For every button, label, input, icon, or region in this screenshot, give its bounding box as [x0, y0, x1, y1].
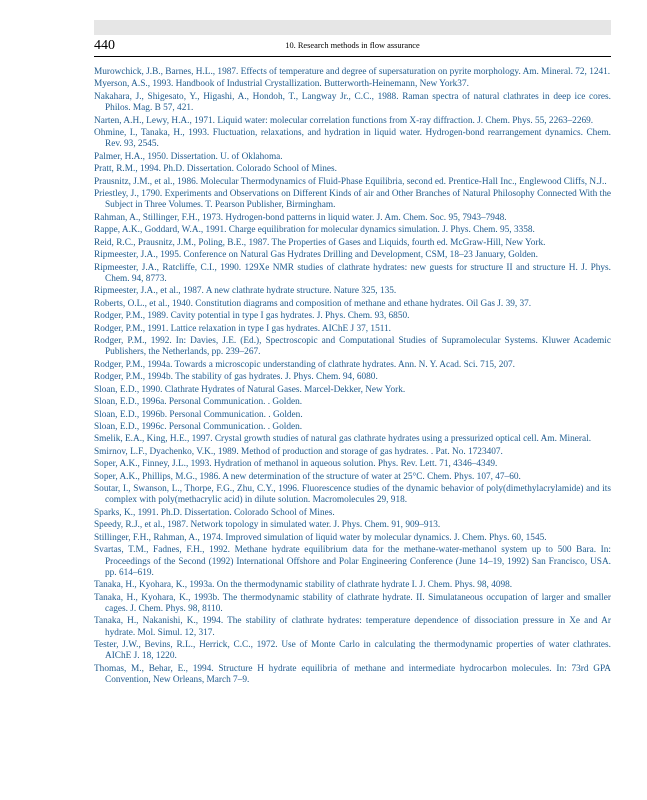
reference-entry[interactable]: Sparks, K., 1991. Ph.D. Dissertation. Colorado School of Mines.	[94, 507, 335, 518]
reference-entry[interactable]: Stillinger, F.H., Rahman, A., 1974. Improved simulation of liquid water by molecular dynamics. J. Chem. Phys. 60, 1545.	[94, 532, 547, 543]
reference-entry[interactable]: Rodger, P.M., 1994b. The stability of gas hydrates. J. Phys. Chem. 94, 6080.	[94, 372, 378, 383]
reference-entry[interactable]: Reid, R.C., Prausnitz, J.M., Poling, B.E., 1987. The Properties of Gases and Liquids, fourth ed. McGraw-Hill, New York.	[94, 237, 546, 248]
reference-entry[interactable]: Prausnitz, J.M., et al., 1986. Molecular Thermodynamics of Fluid-Phase Equilibria, second ed. Prentice-Hall Inc., Englewood Cliffs, N.J..	[94, 176, 607, 187]
reference-entry[interactable]: Tester, J.W., Bevins, R.L., Herrick, C.C., 1972. Use of Monte Carlo in calculating the thermodynamic properties of water clathrates. AIChE J. 18, 1220.	[94, 640, 611, 662]
reference-entry[interactable]: Roberts, O.L., et al., 1940. Constitution diagrams and composition of methane and ethane hydrates. Oil Gas J. 39, 37.	[94, 298, 532, 309]
reference-entry[interactable]: Sloan, E.D., 1996a. Personal Communication. . Golden.	[94, 397, 303, 408]
reference-entry[interactable]: Soper, A.K., Phillips, M.G., 1986. A new determination of the structure of water at 25°C. Chem. Phys. 107, 47–60.	[94, 471, 521, 482]
reference-entry[interactable]: Myerson, A.S., 1993. Handbook of Industrial Crystallization. Butterworth-Heinemann, New York37.	[94, 79, 469, 90]
reference-entry[interactable]: Tanaka, H., Kyohara, K., 1993a. On the thermodynamic stability of clathrate hydrate I. J. Chem. Phys. 98, 4098.	[94, 580, 513, 591]
reference-entry[interactable]: Narten, A.H., Lewy, H.A., 1971. Liquid water: molecular correlation functions from X-ray diffraction. J. Chem. Phys. 55, 2263–2269.	[94, 115, 594, 126]
header-bar	[94, 20, 611, 35]
reference-entry[interactable]: Palmer, H.A., 1950. Dissertation. U. of Oklahoma.	[94, 151, 283, 162]
reference-entry[interactable]: Murowchick, J.B., Barnes, H.L., 1987. Effects of temperature and degree of supersaturation on pyrite morphology. Am. Mineral. 72, 1241.	[94, 67, 611, 77]
reference-entry[interactable]: Smirnov, L.F., Dyachenko, V.K., 1989. Method of production and storage of gas hydrates. . Pat. No. 1723407.	[94, 446, 503, 457]
reference-entry[interactable]: Tanaka, H., Nakanishi, K., 1994. The stability of clathrate hydrates: temperature dependence of dissociation pressure in Xe and Ar hydrate. Mol. Simul. 12, 317.	[94, 616, 611, 638]
reference-entry[interactable]: Rodger, P.M., 1991. Lattice relaxation in type I gas hydrates. AIChE J 37, 1511.	[94, 323, 391, 334]
reference-entry[interactable]: Ripmeester, J.A., 1995. Conference on Natural Gas Hydrates Drilling and Development, CSM, 18–23 January, Golden.	[94, 250, 538, 261]
reference-entry[interactable]: Rodger, P.M., 1994a. Towards a microscopic understanding of clathrate hydrates. Ann. N. Y. Acad. Sci. 715, 207.	[94, 359, 515, 370]
reference-entry[interactable]: Thomas, M., Behar, E., 1994. Structure H hydrate equilibria of methane and intermediate hydrocarbon molecules. In: 73rd GPA Convention, New Orleans, March 7–9.	[94, 663, 611, 686]
reference-entry[interactable]: Priestley, J., 1790. Experiments and Observations on Different Kinds of air and Other Branches of Natural Philosophy Connected With the Subject in Three Volumes. T. Pearson Publisher, Birmingham.	[94, 189, 611, 211]
reference-entry[interactable]: Ripmeester, J.A., et al., 1987. A new clathrate hydrate structure. Nature 325, 135.	[94, 286, 397, 297]
reference-entry[interactable]: Rodger, P.M., 1989. Cavity potential in type I gas hydrates. J. Phys. Chem. 93, 6850.	[94, 311, 410, 322]
page-number: 440	[94, 38, 115, 53]
reference-entry[interactable]: Nakahara, J., Shigesato, Y., Higashi, A., Hondoh, T., Langway Jr., C.C., 1988. Raman spectra of natural clathrates in deep ice cores. Philos. Mag. B 57, 421.	[94, 91, 611, 114]
reference-entry[interactable]: Smelik, E.A., King, H.E., 1997. Crystal growth studies of natural gas clathrate hydrates using a pressurized optical cell. Am. Mineral.	[94, 434, 592, 445]
reference-entry[interactable]: Svartas, T.M., Fadnes, F.H., 1992. Methane hydrate equilibrium data for the methane-water-methanol system up to 500 Bara. In: Proceedings of the Second (1992) International Offshore and Polar Engineering Conference (June 14–19, 1992) San Francisco, USA. pp. 614–619.	[94, 545, 611, 578]
reference-entry[interactable]: Soper, A.K., Finney, J.L., 1993. Hydration of methanol in aqueous solution. Phys. Rev. Lett. 71, 4346–4349.	[94, 459, 498, 470]
reference-entry[interactable]: Pratt, R.M., 1994. Ph.D. Dissertation. Colorado School of Mines.	[94, 164, 338, 175]
header-rule	[94, 56, 611, 57]
reference-entry[interactable]: Ripmeester, J.A., Ratcliffe, C.I., 1990. 129Xe NMR studies of clathrate hydrates: new guests for structure II and structure H. J. Phys. Chem. 94, 8773.	[94, 262, 611, 284]
reference-entry[interactable]: Rodger, P.M., 1992. In: Davies, J.E. (Ed.), Spectroscopic and Computational Studies of Supramolecular Systems. Kluwer Academic Publishers, the Netherlands, pp. 239–267.	[94, 336, 611, 358]
reference-entry[interactable]: Tanaka, H., Kyohara, K., 1993b. The thermodynamic stability of clathrate hydrate. II. Simulataneous occupation of larger and smaller cages. J. Chem. Phys. 98, 8110.	[94, 592, 611, 614]
running-head: 10. Research methods in flow assurance	[285, 41, 420, 50]
reference-list	[94, 67, 611, 688]
reference-entry[interactable]: Ohmine, I., Tanaka, H., 1993. Fluctuation, relaxations, and hydration in liquid water. Hydrogen-bond rearrangement dynamics. Chem. Rev. 93, 2545.	[94, 128, 611, 150]
reference-entry[interactable]: Rappe, A.K., Goddard, W.A., 1991. Charge equilibration for molecular dynamics simulation. J. Phys. Chem. 95, 3358.	[94, 225, 535, 236]
reference-entry[interactable]: Sloan, E.D., 1996c. Personal Communication. . Golden.	[94, 421, 303, 432]
reference-entry[interactable]: Speedy, R.J., et al., 1987. Network topology in simulated water. J. Phys. Chem. 91, 909–913.	[94, 520, 441, 531]
reference-entry[interactable]: Sloan, E.D., 1996b. Personal Communication. . Golden.	[94, 409, 303, 420]
reference-entry[interactable]: Soutar, I., Swanson, L., Thorpe, F.G., Zhu, C.Y., 1996. Fluorescence studies of the dynamic behavior of poly(dimethylacrylamide) and its complex with poly(methacrylic acid) in dilute solution. Macromolecules 29, 918.	[94, 484, 611, 506]
reference-entry[interactable]: Sloan, E.D., 1990. Clathrate Hydrates of Natural Gases. Marcel-Dekker, New York.	[94, 384, 406, 395]
reference-entry[interactable]: Rahman, A., Stillinger, F.H., 1973. Hydrogen-bond patterns in liquid water. J. Am. Chem. Soc. 95, 7943–7948.	[94, 212, 507, 223]
